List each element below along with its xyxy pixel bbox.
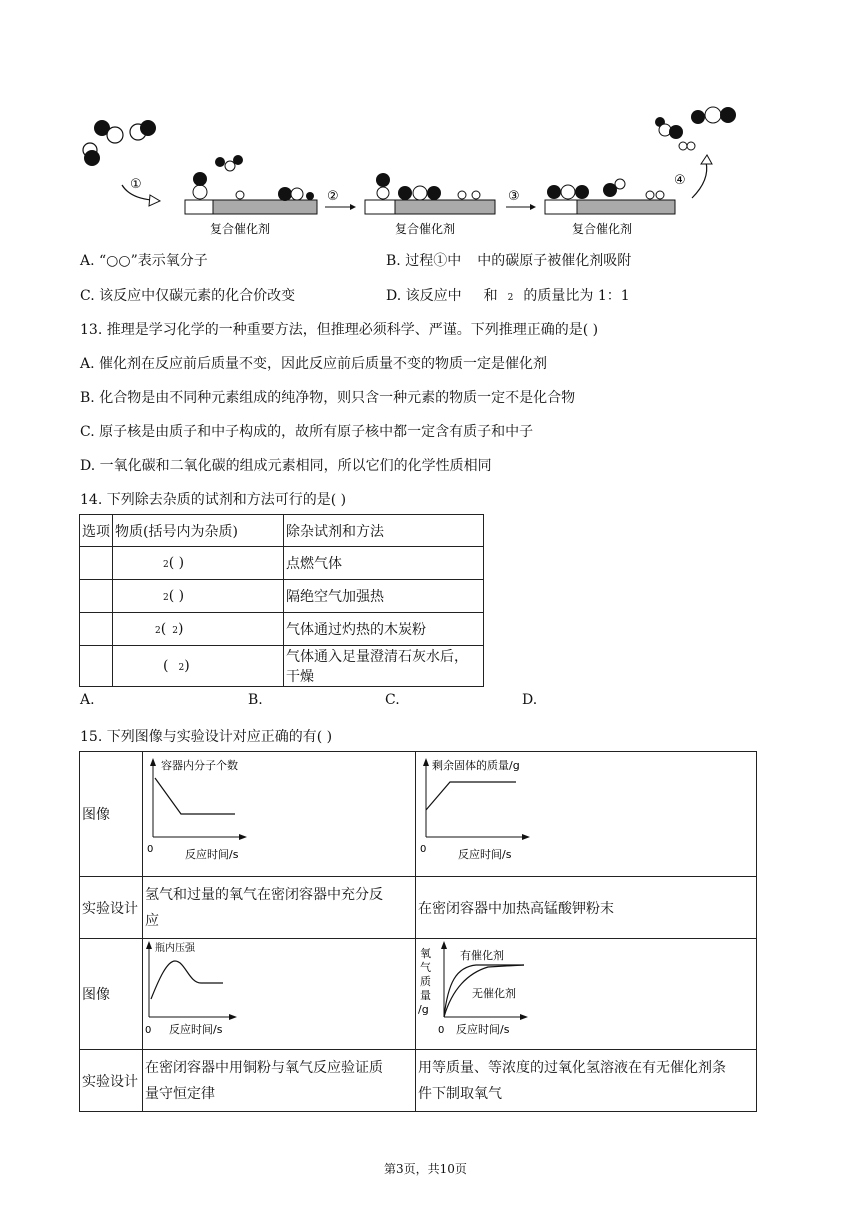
graph-4-ylabel-5: /g bbox=[418, 1003, 429, 1016]
catalyst-bar-2 bbox=[365, 173, 495, 214]
step-2-label: ② bbox=[327, 189, 339, 204]
q13-option-a: A. 催化剂在反应前后质量不变，因此反应前后质量不变的物质一定是催化剂 bbox=[80, 356, 548, 372]
graph-2-xlabel: 反应时间/s bbox=[458, 848, 512, 861]
q14-answer-d: D. bbox=[522, 692, 538, 708]
q12-option-d-and: 和 bbox=[483, 288, 498, 304]
step-1-label: ① bbox=[130, 177, 142, 192]
catalyst-bar-1 bbox=[185, 155, 317, 214]
q15-graph-4-cell bbox=[416, 939, 757, 1050]
q15-design-2: 在密闭容器中加热高锰酸钾粉末 bbox=[416, 877, 757, 939]
molecule-cluster-left bbox=[83, 120, 156, 166]
q14-header-substance: 物质(括号内为杂质) bbox=[113, 515, 284, 547]
q14-header-method: 除杂试剂和方法 bbox=[284, 515, 484, 547]
q14-table bbox=[79, 514, 484, 687]
q14-row-4-method: 气体通入足量澄清石灰水后，干燥 bbox=[284, 646, 484, 687]
q14-row-1-method: 点燃气体 bbox=[284, 547, 484, 580]
graph-3-origin: 0 bbox=[145, 1025, 152, 1036]
q13-option-c: C. 原子核是由质子和中子构成的，故所有原子核中都一定含有质子和中子 bbox=[80, 424, 534, 440]
table-row: 2( 2) 气体通过灼热的木炭粉 bbox=[80, 613, 484, 646]
graph-4-ylabel-4: 量 bbox=[420, 989, 431, 1002]
q15-design-1: 氢气和过量的氧气在密闭容器中充分反 应 bbox=[143, 877, 416, 939]
graph-4-label-bottom: 无催化剂 bbox=[472, 987, 516, 1000]
catalyst-label-2: 复合催化剂 bbox=[395, 222, 456, 236]
q15-design-4: 用等质量、等浓度的过氧化氢溶液在有无催化剂条 件下制取氧气 bbox=[416, 1050, 757, 1112]
q13-option-d: D. 一氧化碳和二氧化碳的组成元素相同，所以它们的化学性质相同 bbox=[80, 458, 492, 474]
q14-answer-a: A. bbox=[80, 692, 95, 708]
q14-header-option: 选项 bbox=[80, 515, 113, 547]
graph-2-origin: 0 bbox=[420, 844, 427, 855]
graph-pressure bbox=[143, 939, 415, 1045]
q15-label-design-1: 实验设计 bbox=[80, 877, 143, 939]
q15-table bbox=[79, 751, 757, 1112]
graph-molecule-count bbox=[143, 752, 415, 872]
q12-option-b bbox=[386, 250, 631, 270]
q15-design-3: 在密闭容器中用铜粉与氧气反应验证质 量守恒定律 bbox=[143, 1050, 416, 1112]
q15-label-image-2: 图像 bbox=[80, 939, 143, 1050]
graph-4-xlabel: 反应时间/s bbox=[456, 1023, 510, 1036]
graph-solid-mass bbox=[416, 752, 756, 872]
q15-label-image-1: 图像 bbox=[80, 752, 143, 877]
q12-option-d bbox=[386, 285, 630, 305]
page-footer: 第3页，共10页 bbox=[384, 1162, 467, 1176]
graph-4-label-top: 有催化剂 bbox=[460, 949, 504, 962]
q14-answer-c: C. bbox=[385, 692, 400, 708]
graph-1-ylabel: 容器内分子个数 bbox=[161, 759, 238, 772]
q14-row-3-method: 气体通过灼热的木炭粉 bbox=[284, 613, 484, 646]
graph-4-origin: 0 bbox=[438, 1025, 445, 1036]
q15-label-design-2: 实验设计 bbox=[80, 1050, 143, 1112]
q15-graph-2-cell bbox=[416, 752, 757, 877]
graph-3-xlabel: 反应时间/s bbox=[169, 1023, 223, 1036]
catalysis-diagram bbox=[70, 100, 770, 240]
catalyst-label-3: 复合催化剂 bbox=[572, 222, 633, 236]
graph-1-xlabel: 反应时间/s bbox=[185, 848, 239, 861]
graph-2-ylabel: 剩余固体的质量/g bbox=[432, 759, 520, 772]
graph-1-origin: 0 bbox=[147, 844, 154, 855]
graph-4-ylabel-3: 质 bbox=[420, 975, 431, 988]
q13-stem: 13. 推理是学习化学的一种重要方法，但推理必须科学、严谨。下列推理正确的是( ) bbox=[80, 322, 599, 338]
table-row: 2( ) 隔绝空气加强热 bbox=[80, 580, 484, 613]
catalyst-bar-3 bbox=[545, 179, 675, 214]
catalyst-label-1: 复合催化剂 bbox=[210, 222, 271, 236]
q13-option-b: B. 化合物是由不同种元素组成的纯净物，则只含一种元素的物质一定不是化合物 bbox=[80, 390, 576, 406]
q12-option-d-suffix: 的质量比为 1：1 bbox=[523, 288, 630, 304]
q12-option-d-prefix: D. 该反应中 bbox=[386, 288, 462, 304]
molecule-cluster-right bbox=[655, 107, 736, 150]
q14-answer-b: B. bbox=[248, 692, 263, 708]
q14-stem: 14. 下列除去杂质的试剂和方法可行的是( ) bbox=[80, 492, 347, 508]
graph-3-ylabel: 瓶内压强 bbox=[155, 943, 195, 954]
q15-stem: 15. 下列图像与实验设计对应正确的有( ) bbox=[80, 729, 333, 745]
q12-option-c: C. 该反应中仅碳元素的化合价改变 bbox=[80, 288, 296, 304]
q14-row-2-method: 隔绝空气加强热 bbox=[284, 580, 484, 613]
arrow-step-4 bbox=[692, 162, 707, 198]
graph-4-ylabel-1: 氧 bbox=[420, 947, 431, 960]
q12-option-a: A. “○○”表示氧分子 bbox=[80, 253, 208, 269]
step-4-label: ④ bbox=[674, 173, 686, 188]
step-3-label: ③ bbox=[508, 189, 520, 204]
table-row: 2( ) 点燃气体 bbox=[80, 547, 484, 580]
q12-option-d-sub: 2 bbox=[507, 293, 514, 303]
q12-option-b-prefix: B. 过程①中 bbox=[386, 253, 462, 269]
q15-graph-3-cell bbox=[143, 939, 416, 1050]
q15-graph-1-cell bbox=[143, 752, 416, 877]
graph-4-ylabel-2: 气 bbox=[420, 961, 431, 974]
q12-option-b-suffix: 中的碳原子被催化剂吸附 bbox=[477, 253, 632, 269]
table-row: ( 2) 气体通入足量澄清石灰水后，干燥 bbox=[80, 646, 484, 687]
graph-oxygen-mass bbox=[416, 939, 756, 1045]
